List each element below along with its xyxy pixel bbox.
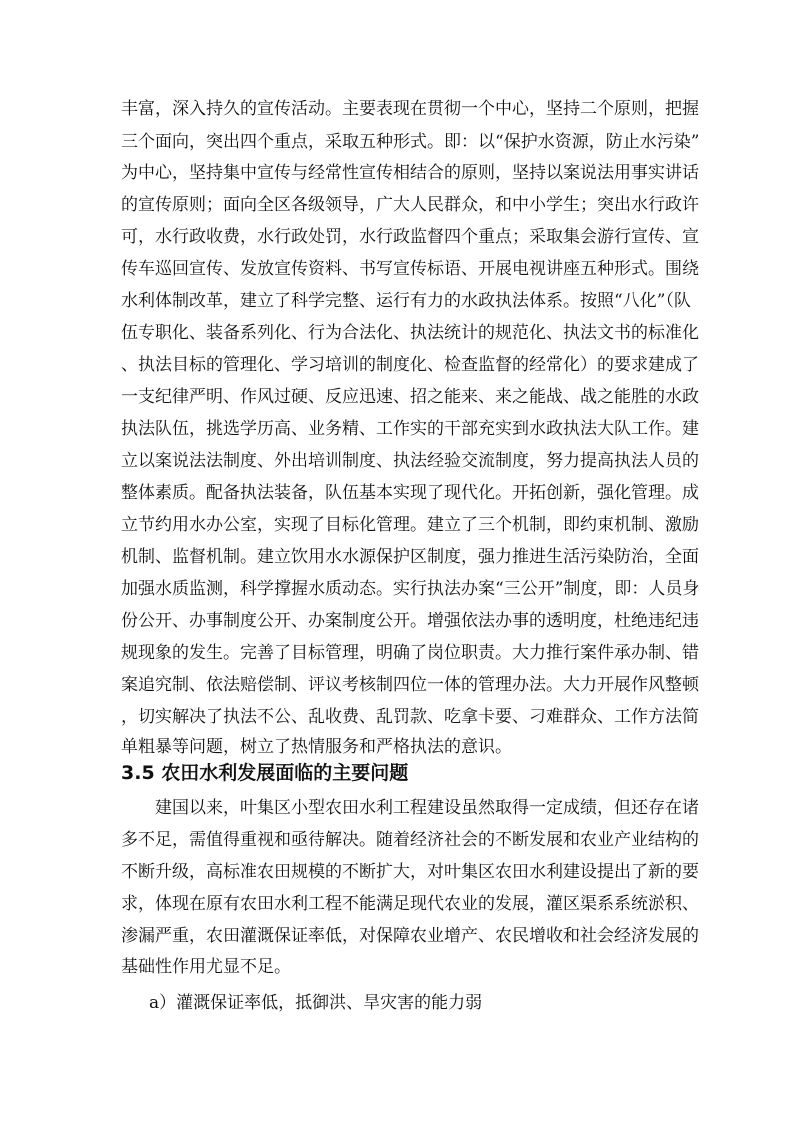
paragraph-line: 立以案说法法制度、外出培训制度、执法经验交流制度，努力提高执法人员的 [121,451,699,471]
paragraph-line: 单粗暴等问题，树立了热情服务和严格执法的意识。 [121,737,512,757]
paragraph-line: 多不足，需值得重视和亟待解决。随着经济社会的不断发展和农业产业结构的 [121,830,699,850]
paragraph-line: 、执法目标的管理化、学习培训的制度化、检查监督的经常化）的要求建成了 [121,355,699,375]
paragraph-line: 求，体现在原有农田水利工程不能满足现代农业的发展，灌区渠系系统淤积、 [121,894,699,914]
paragraph-line: 立节约用水办公室，实现了目标化管理。建立了三个机制，即约束机制、激励 [121,515,699,535]
paragraph-line: ，切实解决了执法不公、乱收费、乱罚款、吃拿卡要、刁难群众、工作方法简 [121,707,699,727]
paragraph-line: 份公开、办事制度公开、办案制度公开。增强依法办事的透明度，杜绝违纪违 [121,611,699,631]
paragraph-line: 伍专职化、装备系列化、行为合法化、执法统计的规范化、执法文书的标准化 [121,323,699,343]
paragraph-line: 为中心，坚持集中宣传与经常性宣传相结合的原则，坚持以案说法用事实讲话 [121,163,699,183]
paragraph-line: 丰富，深入持久的宣传活动。主要表现在贯彻一个中心，坚持二个原则，把握 [121,99,699,119]
paragraph-line: 传车巡回宣传、发放宣传资料、书写宣传标语、开展电视讲座五种形式。围绕 [121,259,699,279]
paragraph-line: 三个面向，突出四个重点，采取五种形式。即：以“保护水资源，防止水污染” [121,132,700,152]
paragraph-line: 基础性作用尤显不足。 [121,957,291,977]
paragraph-line: 机制、监督机制。建立饮用水水源保护区制度，强力推进生活污染防治，全面 [121,547,699,567]
paragraph-line: 水利体制改革，建立了科学完整、运行有力的水政执法体系。按照“八化”（队 [121,291,691,311]
paragraph-line: 渗漏严重，农田灌溉保证率低，对保障农业增产、农民增收和社会经济发展的 [121,926,699,946]
paragraph-line: 执法队伍，挑选学历高、业务精、工作实的干部充实到水政执法大队工作。建 [121,419,699,439]
paragraph-line: 可，水行政收费，水行政处罚，水行政监督四个重点；采取集会游行宣传、宣 [121,227,699,247]
section-heading: 3.5 农田水利发展面临的主要问题 [121,762,409,784]
paragraph-line: 不断升级，高标准农田规模的不断扩大，对叶集区农田水利建设提出了新的要 [121,862,699,882]
paragraph-line: 案追究制、依法赔偿制、评议考核制四位一体的管理办法。大力开展作风整顿 [121,675,699,695]
paragraph-line: 建国以来，叶集区小型农田水利工程建设虽然取得一定成绩，但还存在诸 [155,798,699,818]
paragraph-line: 加强水质监测，科学撑握水质动态。实行执法办案“三公开”制度，即：人员身 [121,579,700,599]
paragraph-line: 的宣传原则；面向全区各级领导，广大人民群众，和中小学生；突出水行政许 [121,195,699,215]
list-item: a）灌溉保证率低，抵御洪、旱灾害的能力弱 [149,993,483,1013]
paragraph-line: 一支纪律严明、作风过硬、反应迅速、招之能来、来之能战、战之能胜的水政 [121,387,699,407]
paragraph-line: 规现象的发生。完善了目标管理，明确了岗位职责。大力推行案件承办制、错 [121,643,699,663]
paragraph-line: 整体素质。配备执法装备，队伍基本实现了现代化。开拓创新，强化管理。成 [121,483,699,503]
